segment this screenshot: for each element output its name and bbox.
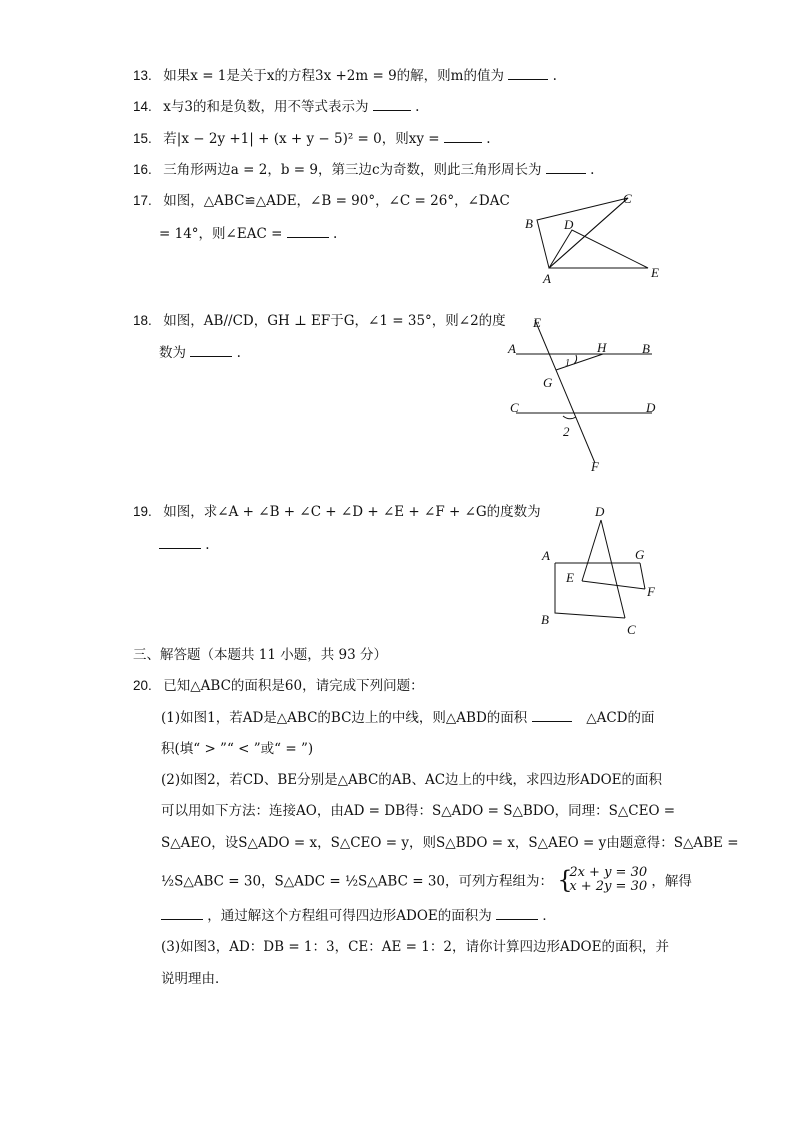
question-20 <box>133 677 424 695</box>
question-19-line2 <box>159 536 210 554</box>
question-number: 17. <box>133 193 152 208</box>
question-18-line2 <box>159 344 241 362</box>
q20-part2-line5 <box>161 907 556 925</box>
q20-part2-line2: 可以用如下方法：连接AO，由AD = DB得：S△ADO = S△BDO，同理：S△CEO = <box>161 803 676 819</box>
label-b: B <box>525 216 533 231</box>
period: . <box>236 345 241 361</box>
answer-blank[interactable] <box>508 67 548 80</box>
question-text: 数为 <box>159 345 186 361</box>
question-text: 若|x − 2y +1| + (x + y − 5)² = 0，则xy = <box>163 131 440 147</box>
equation-system <box>559 866 647 894</box>
part2-text-f: ，通过解这个方程组可得四边形ADOE的面积为 <box>207 908 492 924</box>
figure-17 <box>510 185 670 290</box>
triangle-abc <box>537 198 628 268</box>
segment-ac <box>549 198 628 268</box>
question-intro: 已知△ABC的面积是60，请完成下列问题： <box>163 678 424 694</box>
question-number: 20. <box>133 678 152 693</box>
answer-blank[interactable] <box>546 161 586 174</box>
question-number: 16. <box>133 162 152 177</box>
answer-blank[interactable] <box>496 907 538 920</box>
triangle-ade <box>549 230 648 268</box>
line-ef <box>535 320 595 463</box>
label-d: D <box>595 504 605 519</box>
label-angle-1: 1 <box>565 358 570 369</box>
question-19 <box>133 503 541 521</box>
brace-icon: { <box>557 866 573 894</box>
angle-2-arc <box>563 416 576 419</box>
answer-blank[interactable] <box>190 344 232 357</box>
answer-blank[interactable] <box>161 907 203 920</box>
figure-19 <box>535 500 665 640</box>
question-number: 14. <box>133 99 152 114</box>
answer-blank[interactable] <box>287 225 329 238</box>
period: . <box>332 226 338 242</box>
label-g: G <box>543 375 553 390</box>
answer-blank[interactable] <box>159 536 201 549</box>
q20-part3-line2: 说明理由． <box>161 971 229 987</box>
question-number: 13. <box>133 68 152 83</box>
period: ． <box>542 908 556 924</box>
answer-blank[interactable] <box>444 130 482 143</box>
q20-part2-line3: S△AEO，设S△ADO = x，S△CEO = y，则S△BDO = x，S△AEO = y由题意得：S△ABE = <box>161 835 739 851</box>
label-e: E <box>651 265 659 280</box>
question-17-line2 <box>159 225 337 243</box>
question-number: 18. <box>133 313 152 328</box>
part2-text: ½S△ABC = 30，S△ADC = ½S△ABC = 30，可列方程组为： <box>161 873 554 890</box>
question-text: 如图，△ABC≌△ADE，∠B = 90°，∠C = 26°，∠DAC <box>163 193 510 209</box>
label-a: A <box>508 341 516 356</box>
segment-dc <box>601 520 625 618</box>
question-text: x与3的和是负数，用不等式表示为 <box>163 99 369 115</box>
q20-part2-line4 <box>161 865 692 896</box>
label-a: A <box>542 548 550 563</box>
part1-text: (1)如图1，若AD是△ABC的BC边上的中线，则△ABD的面积 <box>161 710 528 726</box>
period: . <box>486 131 491 147</box>
period: . <box>415 99 420 115</box>
label-e: E <box>566 570 574 585</box>
label-d: D <box>564 217 574 232</box>
segment-gf <box>640 563 645 589</box>
label-c: C <box>627 622 636 637</box>
segment-fe <box>582 581 645 589</box>
question-18 <box>133 312 506 330</box>
label-f: F <box>591 459 599 474</box>
label-b: B <box>642 341 650 356</box>
label-h: H <box>597 340 607 355</box>
label-c: C <box>623 191 632 206</box>
question-text: 如果x = 1是关于x的方程3x +2m = 9的解，则m的值为 <box>163 68 504 84</box>
question-text: 如图，AB//CD，GH ⊥ EF于G，∠1 = 35°，则∠2的度 <box>163 313 506 329</box>
part1-text-b: △ACD的面 <box>586 710 655 726</box>
period: . <box>552 68 557 84</box>
q20-part1 <box>161 709 654 727</box>
equation-1: 2x + y = 30 <box>569 865 648 880</box>
label-a: A <box>543 271 551 286</box>
question-number: 19. <box>133 504 152 519</box>
period: . <box>205 537 210 553</box>
period: . <box>590 162 595 178</box>
question-text: 三角形两边a = 2，b = 9，第三边c为奇数，则此三角形周长为 <box>163 162 542 178</box>
question-text: = 14°，则∠EAC = <box>159 226 283 242</box>
question-16 <box>133 161 594 179</box>
label-g: G <box>635 547 645 562</box>
q20-part1-line2: 积(填“ > ”“ < ”或“ = ”) <box>161 741 314 757</box>
question-14 <box>133 98 419 116</box>
segment-gh <box>556 354 603 370</box>
label-f: F <box>647 584 655 599</box>
segment-ed <box>582 520 601 581</box>
question-17 <box>133 192 510 210</box>
question-15 <box>133 130 490 148</box>
answer-blank[interactable] <box>532 709 572 722</box>
q20-part2-line1: (2)如图2，若CD、BE分别是△ABC的AB、AC边上的中线，求四边形ADOE的面积 <box>161 772 663 788</box>
q20-part3-line1: (3)如图3，AD：DB = 1：3，CE：AE = 1：2，请你计算四边形ADOE的面积，并 <box>161 939 669 955</box>
equation-2: x + 2y = 30 <box>569 879 648 894</box>
question-number: 15. <box>133 131 152 146</box>
question-13 <box>133 67 557 85</box>
part2-text-e: ，解得 <box>651 873 692 890</box>
label-e: E <box>533 315 541 330</box>
section-title: 三、解答题（本题共 11 小题，共 93 分） <box>133 647 388 663</box>
figure-18 <box>500 308 670 478</box>
label-d: D <box>646 400 656 415</box>
question-text: 如图，求∠A + ∠B + ∠C + ∠D + ∠E + ∠F + ∠G的度数为 <box>163 504 541 520</box>
label-angle-2: 2 <box>563 424 570 439</box>
label-b: B <box>541 612 549 627</box>
label-c: C <box>510 400 519 415</box>
answer-blank[interactable] <box>373 98 411 111</box>
